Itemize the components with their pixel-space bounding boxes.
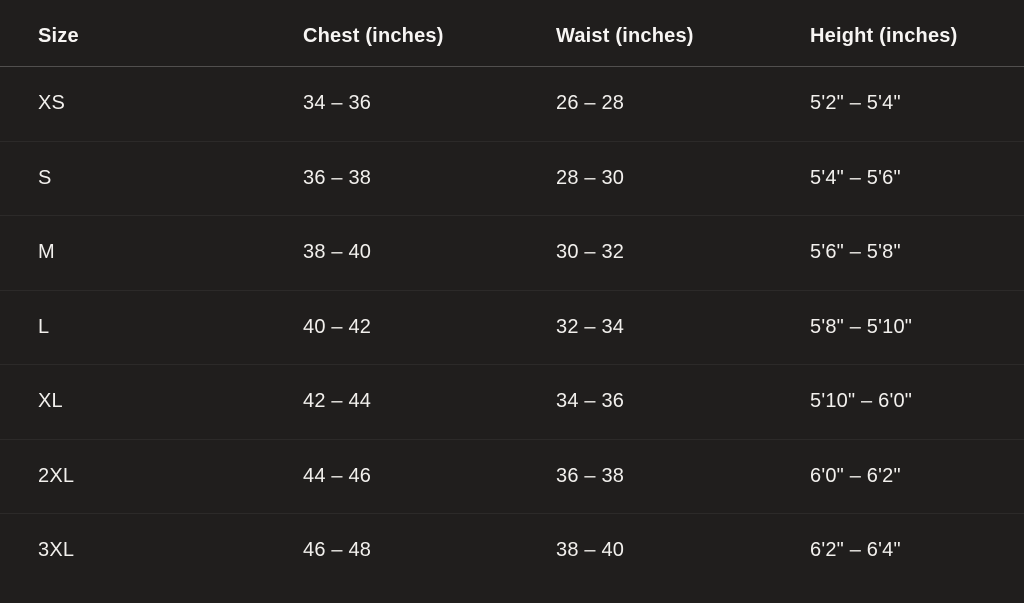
cell-chest: 46 – 48 xyxy=(303,539,372,562)
cell-height: 5'8" – 5'10" xyxy=(810,290,1024,365)
column-header-waist: Waist (inches) xyxy=(556,0,810,67)
cell-waist: 26 – 28 xyxy=(556,67,810,142)
cell-size: S xyxy=(0,141,303,216)
cell-waist: 30 – 32 xyxy=(556,216,810,291)
cell-height: 6'0" – 6'2" xyxy=(810,439,1024,514)
cell-chest: 34 – 36 xyxy=(303,67,556,142)
table-row-2xl xyxy=(0,439,1024,514)
column-header-chest: Chest (inches) xyxy=(303,0,556,67)
table-row-s xyxy=(0,141,1024,216)
cell-size: 3XL xyxy=(38,539,75,562)
cell-height: 5'4" – 5'6" xyxy=(810,141,1024,216)
cell-size: M xyxy=(0,216,303,291)
cell-height: 6'2" – 6'4" xyxy=(810,539,901,562)
cell-size: L xyxy=(0,290,303,365)
cell-size: XS xyxy=(0,67,303,142)
cell-chest: 36 – 38 xyxy=(303,141,556,216)
table-row-3xl xyxy=(0,514,1024,588)
cell-waist: 28 – 30 xyxy=(556,141,810,216)
size-chart-body xyxy=(0,67,1024,588)
cell-size: 2XL xyxy=(0,439,303,514)
cell-chest: 38 – 40 xyxy=(303,216,556,291)
cell-size: XL xyxy=(0,365,303,440)
column-header-size: Size xyxy=(0,0,303,67)
table-row-xs xyxy=(0,67,1024,142)
cell-waist: 32 – 34 xyxy=(556,290,810,365)
cell-waist: 34 – 36 xyxy=(556,365,810,440)
table-row-m xyxy=(0,216,1024,291)
cell-chest: 42 – 44 xyxy=(303,365,556,440)
cell-waist: 38 – 40 xyxy=(556,539,625,562)
cell-chest: 40 – 42 xyxy=(303,290,556,365)
cell-waist: 36 – 38 xyxy=(556,439,810,514)
cell-height: 5'6" – 5'8" xyxy=(810,216,1024,291)
cell-height: 5'10" – 6'0" xyxy=(810,365,1024,440)
cell-chest: 44 – 46 xyxy=(303,439,556,514)
table-row-xl xyxy=(0,365,1024,440)
column-header-height: Height (inches) xyxy=(810,0,1024,67)
table-row-l xyxy=(0,290,1024,365)
cell-height: 5'2" – 5'4" xyxy=(810,67,1024,142)
header-row xyxy=(0,0,1024,67)
